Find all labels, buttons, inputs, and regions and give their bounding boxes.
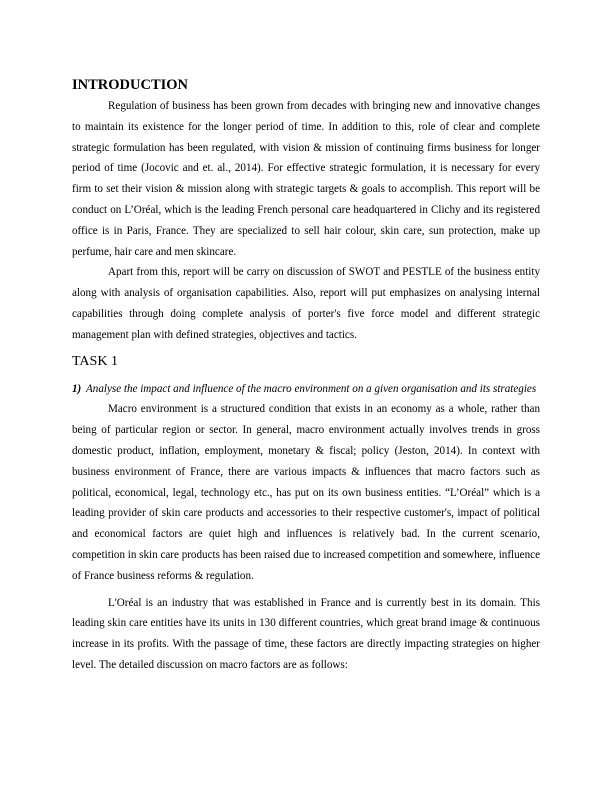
- task-paragraph-1: Macro environment is a structured condition that exists in an economy as a whole, rather than being of particular region or sector. In general, macro environment actually involves trends in gross domestic product, inflation, employment, monetary & fiscal; policy (Jeston, 2014). In context with business environment of France, there are various impacts & influences that macro factors such as political, economical, legal, technology etc., has put on its own business entities. “L’Oréal” which is a leading provider of skin care products and accessories to their respective customer's, impact of political and economical factors are quiet high and influences is relatively bad. In the current scenario, competition in skin care products has been raised due to increased competition and somewhere, influence of France business reforms & regulation.: [72, 403, 540, 582]
- task-paragraph-2: L'Oréal is an industry that was established in France and is currently best in its domain. This leading skin care entities have its units in 130 different countries, which great brand image & continuous increase in its profits. With the passage of time, these factors are directly impacting strategies on higher level. The detailed discussion on macro factors are as follows:: [72, 596, 540, 671]
- document-page: [72, 76, 540, 676]
- question-1: [72, 379, 540, 400]
- intro-paragraph-2: Apart from this, report will be carry on discussion of SWOT and PESTLE of the business entity along with analysis of organisation capabilities. Also, report will put emphasizes on analysing internal capabilities through doing complete analysis of porter's five force model and different strategic management plan with defined strategies, objectives and tactics.: [72, 266, 540, 341]
- introduction-heading: INTRODUCTION: [72, 77, 189, 93]
- task-1-heading: TASK 1: [72, 353, 118, 369]
- question-text: Analyse the impact and influence of the macro environment on a given organisation and its strategies: [86, 382, 537, 395]
- question-number: 1): [72, 382, 82, 395]
- intro-paragraph-1: Regulation of business has been grown from decades with bringing new and innovative changes to maintain its existence for the longer period of time. In addition to this, role of clear and complete strategic formulation has been regulated, with vision & mission of continuing firms business for longer period of time (Jocovic and et. al., 2014). For effective strategic formulation, it is necessary for every firm to set their vision & mission along with strategic targets & goals to accomplish. This report will be conduct on L’Oréal, which is the leading French personal care headquartered in Clichy and its registered office is in Paris, France. They are specialized to sell hair colour, skin care, sun protection, make up perfume, hair care and men skincare.: [72, 100, 540, 258]
